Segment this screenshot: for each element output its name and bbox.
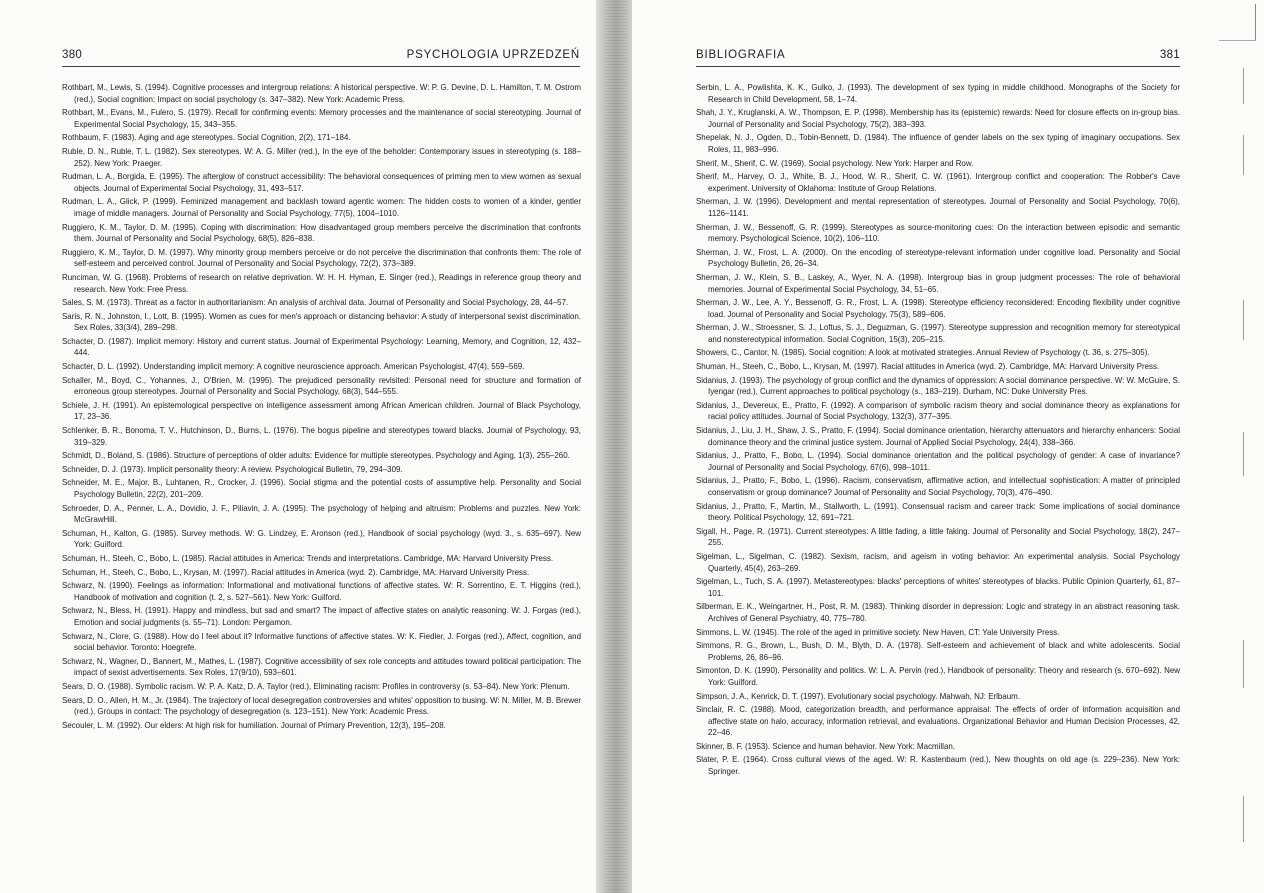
header-rule: [62, 66, 580, 67]
reference-entry: Rothbart, M., Lewis, S. (1994). Cognitive processes and intergroup relations: A historical perspective. W: P. G. Devine, D. L. Hamilton, T. M. Ostrom (red.), Social cognition: Impact on social psychology (s. 347–382). New York: Academic Press.: [62, 83, 581, 104]
reference-entry: Ruble, D. N., Ruble, T. L. (1982). Sex stereotypes. W: A. G. Miller (red.), In the eye of the beholder: Contemporary issues in stereotyping (s. 188–252). New York: Praeger.: [62, 146, 581, 168]
scan-margin-mark: [1243, 300, 1244, 340]
scan-margin-mark: [1243, 796, 1244, 842]
reference-entry: Ruggiero, K. M., Taylor, D. M. (1995). Coping with discrimination: How disadvantaged group members perceive the discrimination that confronts them. Journal of Personality and Social Psychology, 68(5), 826–838.: [62, 222, 581, 244]
scan-corner-mark: [1219, 4, 1256, 41]
reference-entry: Schroeder, D. A., Penner, L. A., Dovidio, J. F., Piliavin, J. A. (1995). The psychology of helping and altruism: Problems and puzzles. New York: McGrawHill.: [62, 503, 581, 525]
reference-entry: Runciman, W. G. (1968). Problems of research on relative deprivation. W: H. H. Hyman, E. Singer (red.), Readings in reference group theory and research. New York: Free Press.: [62, 272, 581, 294]
reference-entry: Sears, D. O. (1988). Symbolic racism. W: P. A. Katz, D. A. Taylor (red.), Eliminating racism: Profiles in controversy (s. 53–84). New York: Plenum.: [62, 681, 570, 691]
reference-entry: Silberman, E. K., Weingartner, H., Post, R. M. (1983). Thinking disorder in depression: Logic and strategy in an abstract reasoning task. Archives of General Psychiatry, 40, 775–780.: [696, 602, 1180, 623]
reference-entry: Schmidt, D., Boland, S. (1986). Structure of perceptions of older adults: Evidence for multiple stereotypes. Psychology and Aging, 1(3), 255–260.: [62, 451, 570, 461]
reference-entry: Schuman, H., Kalton, G. (1985). Survey methods. W: G. Lindzey, E. Aronson (red.), Handbook of social psychology (wyd. 3., s. 635–697). New York: Guilford.: [62, 528, 581, 550]
reference-entry: Schlenker, B. R., Bonoma, T. V., Hutchinson, D., Burns, L. (1976). The bogus pipeline and stereotypes toward blacks. Journal of Psychology, 93, 319–329.: [62, 426, 581, 447]
reference-entry: Sherman, J. W., Klein, S. B., Laskey, A., Wyer, N. A. (1998). Intergroup bias in group judgment processes: The role of behavioral memories. Journal of Experimental Social Psychology, 34, 51–65.: [696, 272, 1180, 294]
left-page: [0, 0, 600, 893]
book-gutter: [596, 0, 636, 893]
reference-entry: Rudman, L. A., Borgida, E. (1995). The afterglow of construct accessibility: The behavioral consequences of priming men to view women as sexual objects. Journal of Experimental Social Psychology, 31, 493–517.: [62, 172, 581, 193]
reference-entry: Secouler, L. M. (1992). Our elders: At high risk for humiliation. Journal of Primary Prevention, 12(3), 195–208.: [62, 720, 446, 730]
reference-entry: Sigall, H., Page, R. (1971). Current stereotypes: A little fading, a little faking. Journal of Personality and Social Psychology, 18(2), 247–255.: [696, 526, 1180, 548]
reference-entry: Schneider, M. E., Major, B., Luhtanen, R., Crocker, J. (1996). Social stigma and the potential costs of assumptive help. Personality and Social Psychology Bulletin, 22(2), 201–209.: [62, 478, 581, 499]
reference-entry: Sherif, M., Harvey, O. J., White, B. J., Hood, W. R., Sherif, C. W. (1961). Intergroup conflict and cooperation: The Robber's Cave experiment. University of Oklahoma: Institute of Group Relations.: [696, 172, 1180, 193]
reference-entry: Sigelman, L., Sigelman, C. (1982). Sexism, racism, and ageism in voting behavior: An experimental analysis. Social Psychology Quarterly, 45(4), 263–269.: [696, 551, 1180, 573]
reference-entry: Simonton, D. K. (1990). Personality and politics. W: L. A. Pervin (red.), Handbook of personality: Theory and research (s. 670–692). New York: Guilford.: [696, 666, 1180, 687]
reference-entry: Shuman, H., Steeh, C., Bobo, L., Krysan, M. (1997). Racial attitudes in America (wyd. 2). Cambridge, MA: Harvard University Press.: [696, 362, 1160, 372]
running-title: BIBLIOGRAFIA: [696, 49, 786, 61]
reference-entry: Schwarz, N., Wagner, D., Bannert, M., Mathes, L. (1987). Cognitive accessibility of sex role concepts and attitudes toward political participation: The impact of sexist advertisements. Sex Roles, 17(9/10), 593–601.: [62, 656, 581, 678]
scan-margin-mark: [1243, 68, 1244, 104]
reference-entry: Sherman, J. W., Frost, L. A. (2000). On the encoding of stereotype-relevant information under cognitive load. Personality and Social Psychology Bulletin, 26, 26–34.: [696, 247, 1180, 269]
reference-entry: Rothbaum, F. (1983). Aging and age stereotypes. Social Cognition, 2(2), 171–184.: [62, 133, 351, 143]
reference-entry: Slater, P. E. (1964). Cross cultural views of the aged. W: R. Kastenbaum (red.), New thoughts on old age (s. 229–236). New York: Springer.: [696, 755, 1180, 777]
reference-entry: Schaller, M., Boyd, C., Yohannes, J., O'Brien, M. (1995). The prejudiced personality revisited: Personal need for structure and formation of erroneous group stereotypes. Journal of Personality and Social Psychology, 68(3), 544–555.: [62, 375, 581, 397]
header-rule: [696, 66, 1180, 67]
reference-entry: Skinner, B. F. (1953). Science and human behavior. New York: Macmillan.: [696, 741, 955, 751]
reference-entry: Simmons, R. G., Brown, L., Bush, D. M., Blyth, D. A. (1978). Self-esteem and achievement of black and white adolescents. Social Problems, 26, 86–96.: [696, 641, 1180, 662]
running-title: PSYCHOLOGIA UPRZEDZEŃ: [406, 49, 580, 61]
bibliography-list: [696, 82, 1180, 780]
reference-entry: Simpson, J. A., Kenrick, D. T. (1997). Evolutionary social psychology. Mahwah, NJ: Erlbaum.: [696, 691, 1020, 701]
reference-entry: Sales, S. M. (1973). Threat as a factor in authoritarianism: An analysis of archival data. Journal of Personality and Social Psychology, 28, 44–57.: [62, 298, 569, 308]
reference-entry: Sidanius, J., Pratto, F., Bobo, L. (1994). Social dominance orientation and the political psychology of gender: A case of invariance? Journal of Personality and Social Psychology, 67(6), 998–1011.: [696, 451, 1180, 472]
reference-entry: Sigelman, L., Tuch, S. A. (1997). Metastereotypes: blacks' perceptions of whites' stereotypes of blacks. Public Opinion Quarterly, 61, 87–101.: [696, 577, 1180, 598]
reference-entry: Sears, D. O., Allen, H. M., Jr. (1984). The trajectory of local desegregation controversies and whites' opposition to busing. W: N. Miller, M. B. Brewer (red.), Groups in contact: The psychology of desegregation (s. 123–151). New York: Academic Press.: [62, 695, 581, 717]
reference-entry: Sherman, J. W., Bessenoff, G. R. (1999). Stereotypes as source-monitoring cues: On the interaction between episodic and semantic memory. Psychological Science, 10(2), 106–110.: [696, 222, 1180, 244]
reference-entry: Schuman, H., Steeh, C., Bobo, L., Krysan, M. (1997). Racial attitudes in America (wyd. 2). Cambridge, MA: Harvard University Press.: [62, 567, 530, 577]
reference-entry: Sidanius, J., Pratto, F., Bobo, L. (1996). Racism, conservatism, affirmative action, and intellectual sophistication: A matter of principled conservatism or group dominance? Journal of Personality and Social Psychology, 70(3), 476–490.: [696, 476, 1180, 497]
reference-entry: Rothbart, M., Evans, M., Fulero, S. (1979). Recall for confirming events: Memory processes and the maintenance of social stereotyping. Journal of Experimental Social Psychology, 15, 343–355.: [62, 108, 581, 129]
reference-entry: Serbin, L. A., Powlishta, K. K., Gulko, J. (1993). The development of sex typing in middle childhood. Monographs of the Society for Research in Child Development, 58, 1–74.: [696, 83, 1180, 104]
reference-entry: Schacter, D. (1987). Implicit memory: History and current status. Journal of Experimental Psychology: Learning, Memory, and Cognition, 12, 432–444.: [62, 336, 581, 358]
page-number: 380: [62, 49, 83, 61]
reference-entry: Sherman, J. W., Lee, A. Y., Bessenoff, G. R., Frost, L. A. (1998). Stereotype efficiency reconsidered: Encoding flexibility under cognitive load. Journal of Personality and Social Psychology, 75(3), 589–606.: [696, 298, 1180, 319]
scan-margin-mark: [1243, 135, 1244, 175]
bibliography-list: [62, 82, 581, 733]
reference-entry: Sherif, M., Sherif, C. W. (1969). Social psychology. New York: Harper and Row.: [696, 158, 974, 168]
reference-entry: Sherman, J. W. (1996). Development and mental representation of stereotypes. Journal of Personality and Social Psychology, 70(6), 1126–1141.: [696, 197, 1180, 218]
reference-entry: Sinclair, R. C. (1988). Mood, categorization breadth, and performance appraisal: The effects of order of information acquisition and affective state on halo, accuracy, information retrieval, and evaluations. Organizational Behavior and Human Decision Processes, 42, 22–46.: [696, 705, 1180, 738]
reference-entry: Shah, J. Y., Kruglanski, A. W., Thompson, E. P. (1998). Membership has its (epistemic) rewards: Need for closure effects on in-group bias. Journal of Personality and Social Psychology, 75(2), 383–393.: [696, 108, 1180, 129]
reference-entry: Schwarz, N., Bless, H. (1991). Happy and mindless, but sad and smart? The impact of affective states on analytic reasoning. W: J. Forgas (red.), Emotion and social judgments (s. 55–71). London: Pergamon.: [62, 606, 581, 627]
reference-entry: Sherman, J. W., Stroessner, S. J., Loftus, S. J., Deguzman, G. (1997). Stereotype suppression and recognition memory for stereotypical and nonstereotypical information. Social Cognition, 15(3), 205–215.: [696, 323, 1180, 344]
reference-entry: Sidanius, J., Pratto, F., Martin, M., Stallworth, L. (1991). Consensual racism and career track: Some implications of social dominance theory. Political Psychology, 12, 691–721.: [696, 501, 1180, 523]
scan-margin-mark: [1243, 432, 1244, 476]
scan-margin-mark: [1243, 640, 1244, 688]
reference-entry: Sidanius, J., Devereux, E., Pratto, F. (1992). A comparison of symbolic racism theory and social dominance theory as explanations for racial policy attitudes. Journal of Social Psychology, 132(3), 377–395.: [696, 400, 1180, 422]
reference-entry: Schiele, J. H. (1991). An epistemological perspective on intelligence assessment among African American children. Journal of Black Psychology, 17, 23–36.: [62, 400, 581, 422]
reference-entry: Saris, R. N., Johnston, I., Lott, B. (1995). Women as cues for men's approach or distancing behavior: A study of interpersonal sexist discrimination. Sex Roles, 33(3/4), 289–298.: [62, 311, 581, 333]
reference-entry: Showers, C., Cantor, N. (1985). Social cognition: A look at motivated strategies. Annual Review of Psychology (t. 36, s. 275–305).: [696, 348, 1150, 358]
reference-entry: Schuman, H., Steeh, C., Bobo, L. (1985). Racial attitudes in America: Trends and interpretations. Cambridge, MA: Harvard University Press.: [62, 553, 554, 563]
reference-entry: Sidanius, J., Liu, J. H., Shaw, J. S., Pratto, F. (1994). Social dominance orientation, hierarchy attenuators and hierarchy enhancers: Social dominance theory and the criminal justice system. Journal of Applied Social Psychology, 24(4), 338–366.: [696, 426, 1180, 447]
reference-entry: Schwarz, N. (1990). Feelings as information: Informational and motivational functions of affective states. W: R. Sorrentino, E. T. Higgins (red.), Handbook of motivation and cognition (t. 2, s. 527–561). New York: Guilford.: [62, 581, 581, 602]
reference-entry: Ruggiero, K. M., Taylor, D. M. (1997). Why minority group members perceive or do not perceive the discrimination that confronts them: The role of self-esteem and perceived control. Journal of Personality and Social Psychology, 72(2), 373–389.: [62, 247, 581, 269]
reference-entry: Simmons, L. W. (1945). The role of the aged in primitive society. New Haven, CT: Yale University Press.: [696, 627, 1060, 637]
reference-entry: Schneider, D. J. (1973). Implicit personality theory: A review. Psychological Bulletin, 79, 294–309.: [62, 464, 403, 474]
reference-entry: Shepelak, N. J., Ogden, D., Tobin-Bennett, D. (1984). The influence of gender labels on the sex typing of imaginary occupations. Sex Roles, 11, 983–996.: [696, 133, 1180, 154]
reference-entry: Schwarz, N., Clore, G. (1988). How do I feel about it? Informative functions of affective states. W: K. Fiedler, J. Forgas (red.), Affect, cognition, and social behavior. Toronto: Hoegrefe.: [62, 631, 581, 653]
page-number: 381: [1159, 49, 1180, 61]
reference-entry: Sidanius, J. (1993). The psychology of group conflict and the dynamics of oppression: A social dominance perspective. W: W. McGuire, S. Iyengar (red.), Current approaches to political psychology (s., 183–219). Durham, NC: Duke University Pres.: [696, 375, 1180, 397]
reference-entry: Rudman, L. A., Glick, P. (1999). Feminized management and backlash toward agentic women: The hidden costs to women of a kinder, gentler image of middle managers. Journal of Personality and Social Psychology, 77(5), 1004–1010.: [62, 197, 581, 218]
right-page: [632, 0, 1264, 893]
reference-entry: Schacter, D. L. (1992). Understanding implicit memory: A cognitive neuroscience approach. American Psychologist, 47(4), 559–569.: [62, 362, 525, 372]
